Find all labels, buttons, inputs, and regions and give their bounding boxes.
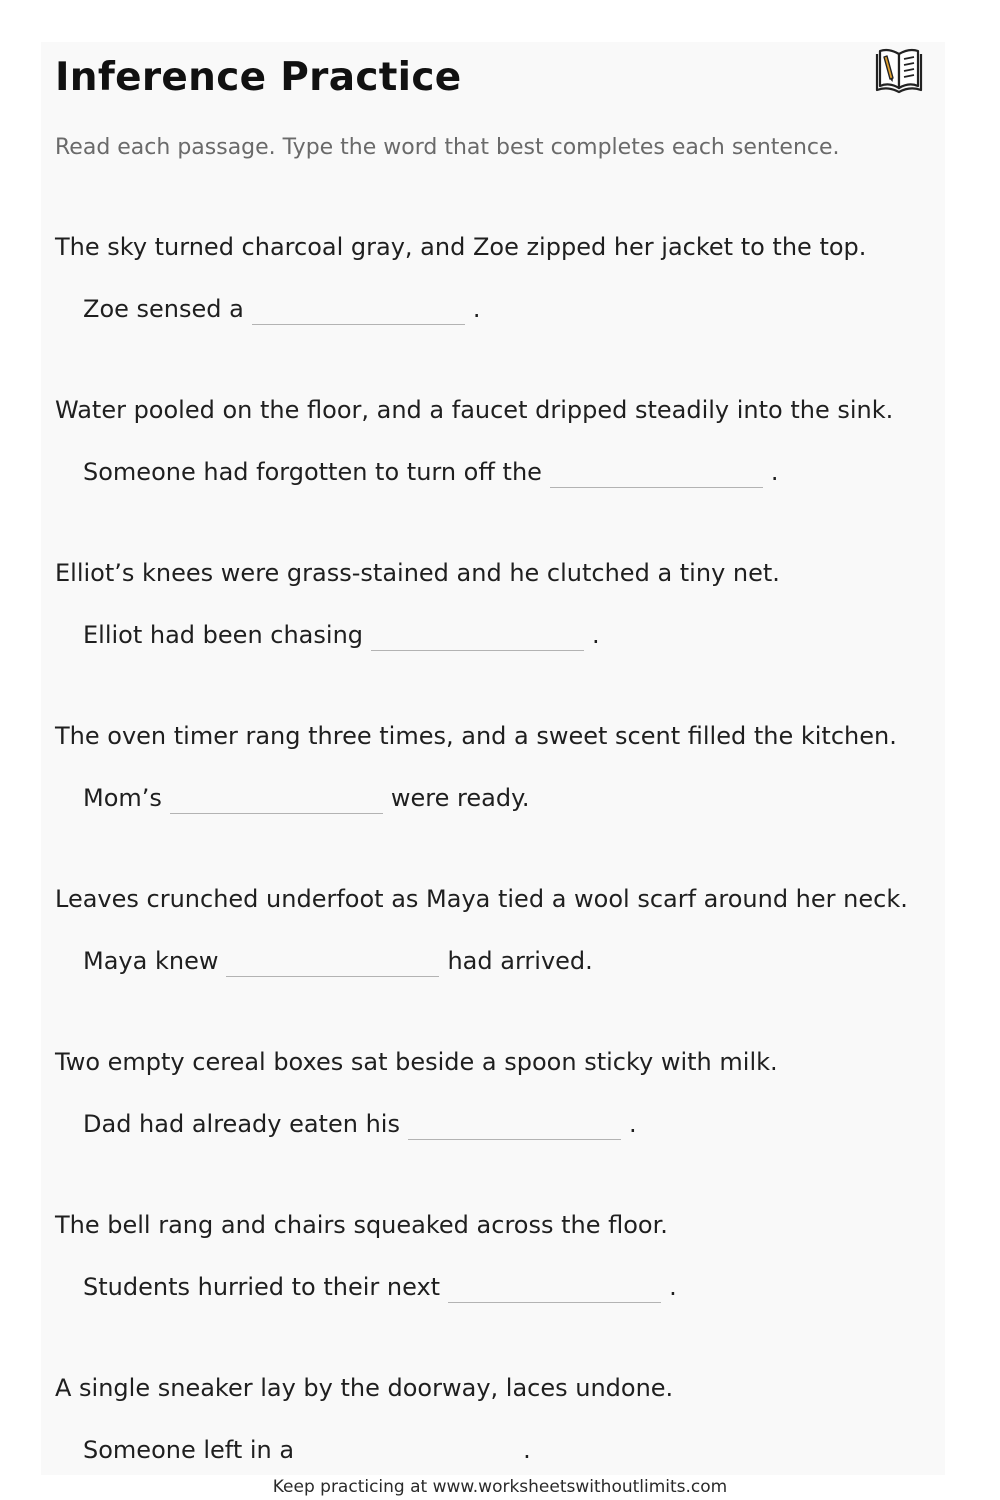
prompt-before: Dad had already eaten his: [83, 1110, 400, 1138]
prompt-after: were ready.: [390, 784, 530, 812]
answer-input-3[interactable]: [371, 620, 584, 651]
worksheet-panel: [41, 42, 945, 1475]
passage-text: Leaves crunched underfoot as Maya tied a wool scarf around her neck.: [55, 885, 908, 913]
question-8: [55, 1373, 935, 1475]
answer-input-8[interactable]: [302, 1435, 515, 1466]
prompt-before: Mom’s: [83, 784, 162, 812]
prompt-sentence: [55, 294, 935, 324]
passage-text: The bell rang and chairs squeaked across the floor.: [55, 1211, 668, 1239]
answer-input-2[interactable]: [550, 457, 763, 488]
prompt-before: Maya knew: [83, 947, 219, 975]
prompt-sentence: [55, 783, 935, 813]
answer-input-1[interactable]: [252, 294, 465, 325]
passage-text: A single sneaker lay by the doorway, laces undone.: [55, 1374, 674, 1402]
passage-text: Elliot’s knees were grass-stained and he clutched a tiny net.: [55, 559, 780, 587]
question-3: [55, 558, 935, 721]
book-pencil-icon: [873, 46, 925, 96]
question-1: [55, 232, 935, 395]
prompt-before: Elliot had been chasing: [83, 621, 364, 649]
prompt-after: .: [592, 621, 600, 649]
prompt-sentence: [55, 620, 935, 650]
prompt-sentence: [55, 1435, 935, 1465]
prompt-sentence: [55, 1272, 935, 1302]
answer-input-5[interactable]: [226, 946, 439, 977]
prompt-before: Someone had forgotten to turn off the: [83, 458, 542, 486]
passage-text: The oven timer rang three times, and a sweet scent filled the kitchen.: [55, 722, 897, 750]
prompt-before: Students hurried to their next: [83, 1273, 441, 1301]
answer-input-6[interactable]: [408, 1109, 621, 1140]
prompt-after: had arrived.: [447, 947, 593, 975]
prompt-after: .: [472, 295, 481, 323]
prompt-sentence: [55, 946, 935, 976]
prompt-after: .: [523, 1436, 531, 1464]
prompt-after: .: [628, 1110, 637, 1138]
prompt-after: .: [669, 1273, 677, 1301]
passage-text: Two empty cereal boxes sat beside a spoon sticky with milk.: [55, 1048, 778, 1076]
prompt-before: Someone left in a: [83, 1436, 295, 1464]
answer-input-7[interactable]: [448, 1272, 661, 1303]
prompt-before: Zoe sensed a: [83, 295, 244, 323]
question-4: [55, 721, 935, 884]
question-7: [55, 1210, 935, 1373]
footer-text: Keep practicing at www.worksheetswithoutlimits.com: [272, 1477, 728, 1497]
question-5: [55, 884, 935, 1047]
prompt-sentence: [55, 457, 935, 487]
passage-text: Water pooled on the floor, and a faucet dripped steadily into the sink.: [55, 396, 894, 424]
page-title: Inference Practice: [55, 55, 462, 100]
answer-input-4[interactable]: [170, 783, 383, 814]
prompt-after: .: [770, 458, 779, 486]
passage-text: The sky turned charcoal gray, and Zoe zipped her jacket to the top.: [55, 233, 867, 261]
prompt-sentence: [55, 1109, 935, 1139]
question-6: [55, 1047, 935, 1210]
question-2: [55, 395, 935, 558]
question-list: [55, 232, 935, 1475]
instructions-text: Read each passage. Type the word that best completes each sentence.: [55, 135, 840, 160]
